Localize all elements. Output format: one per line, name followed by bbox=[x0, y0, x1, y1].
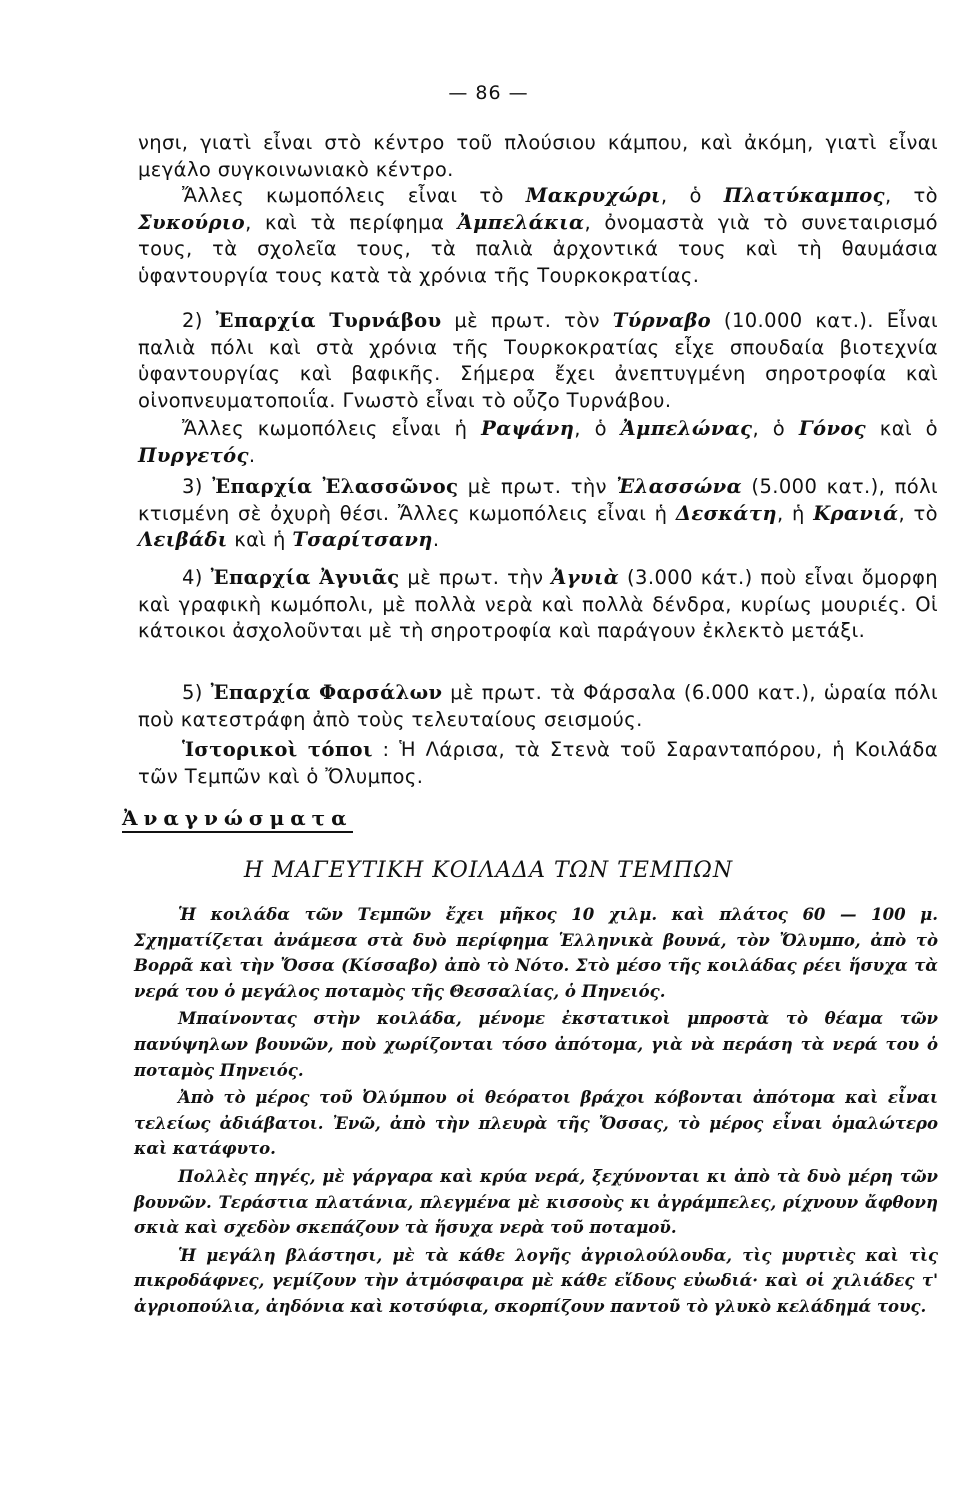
province-agyia-block bbox=[138, 565, 938, 645]
place-name: Ἐλασσώνα bbox=[616, 475, 743, 498]
text-run: καὶ ἡ bbox=[227, 528, 293, 552]
province-heading: Ἐπαρχία Ἀγυιᾶς bbox=[210, 566, 400, 589]
place-name: Γόνος bbox=[798, 417, 867, 440]
text-run: , ἡ bbox=[776, 501, 814, 525]
text-run: , τὸ bbox=[898, 501, 938, 525]
historical-places-block bbox=[138, 737, 938, 790]
place-name: Ἀμπελώνας bbox=[620, 417, 753, 440]
paragraph-1: νησι, γιατὶ εἶναι στὸ κέντρο τοῦ πλούσιου κάμπου, καὶ ἀκόμη, γιατὶ εἶναι μεγάλο συγκοινωνιακὸ κέντρο. bbox=[138, 131, 938, 181]
reading-paragraph: Ἀπὸ τὸ μέρος τοῦ Ὀλύμπου οἱ θεόρατοι βράχοι κόβονται ἀπότομα καὶ εἶναι τελείως ἀδιάβατοι. Ἐνῶ, ἀπὸ τὴν πλευρὰ τῆς Ὄσσας, τὸ μέρος εἶναι ὁμαλώτερο καὶ κατάφυτο. bbox=[134, 1088, 938, 1159]
text-run: , ὁ bbox=[574, 417, 621, 440]
text-run: 5) bbox=[182, 681, 211, 704]
paragraph-4-block bbox=[138, 416, 938, 469]
province-tyrnavos-block bbox=[138, 308, 938, 414]
text-run: , ὁ bbox=[752, 417, 799, 440]
paragraph-province-tyrnavos bbox=[138, 308, 938, 414]
reading-text bbox=[134, 902, 938, 1322]
text-run: , καὶ τὰ περίφημα bbox=[245, 210, 458, 234]
text-run: : Ἡ Λάρισα, τὰ Στενὰ τοῦ Σαρανταπόρου, ἡ Κοιλάδα τῶν Τεμπῶν καὶ ὁ Ὄλυμπος. bbox=[138, 738, 938, 788]
paragraph-historical-places bbox=[138, 737, 938, 790]
province-heading: Ἐπαρχία Ἐλασσῶνος bbox=[212, 475, 459, 498]
text-run: Ἄλλες κωμοπόλεις εἶναι τὸ bbox=[182, 184, 526, 207]
text-run: . bbox=[248, 443, 256, 467]
historical-places-label: Ἱστορικοὶ τόποι bbox=[182, 738, 373, 761]
paragraph-2-block bbox=[138, 183, 938, 289]
province-elassona-block bbox=[138, 474, 938, 554]
reading-paragraph: Πολλὲς πηγές, μὲ γάργαρα καὶ κρύα νερά, ξεχύνονται κι ἀπὸ τὰ δυὸ μέρη τῶν βουνῶν. Τεράστια πλατάνια, πλεγμένα μὲ κισσοὺς κι ἀγράμπελες, ρίχνουν ἄφθονη σκιὰ καὶ σχεδὸν σκεπάζουν τὰ ἥσυχα νερὰ τοῦ ποταμοῦ. bbox=[134, 1166, 938, 1238]
text-run: (10.000 κατ.). Εἶναι παλιὰ πόλι καὶ στὰ χρόνια τῆς Τουρκοκρατίας εἶχε σπουδαία βιοτεχνία ὑφαντουργίας καὶ βαφικῆς. Σήμερα ἔχει ἀνεπτυγμένη σηροτροφία καὶ οἰνοπνευματοποιΐα. Γνωστὸ εἶναι τὸ οὖζο Τυρνάβου. bbox=[138, 309, 938, 412]
text-run: μὲ πρωτ. τὴν bbox=[399, 566, 552, 589]
readings-heading: Ἀναγνώσματα bbox=[122, 806, 353, 833]
text-run: , τὸ bbox=[884, 184, 938, 207]
text-run: καὶ ὁ bbox=[866, 417, 938, 440]
place-name: Κρανιά bbox=[813, 501, 899, 525]
place-name: Πλατύκαμπος bbox=[723, 184, 885, 207]
text-run: μὲ πρωτ. τὰ Φάρσαλα (6.000 κατ.), ὡραία πόλι ποὺ κατεστράφη ἀπὸ τοὺς τελευταίους σεισμούς. bbox=[138, 681, 938, 731]
place-name: Ραψάνη bbox=[481, 417, 575, 440]
paragraph-province-elassona bbox=[138, 474, 938, 554]
text-run: μὲ πρωτ. τὴν bbox=[458, 475, 617, 498]
text-run: (3.000 κάτ.) ποὺ εἶναι ὄμορφη καὶ γραφικὴ κωμόπολι, μὲ πολλὰ νερὰ καὶ πολλὰ δένδρα, κυρίως μουριές. Οἱ κάτοικοι ἀσχολοῦνται μὲ τὴ σηροτροφία καὶ παράγουν ἐκλεκτὸ μετάξι. bbox=[138, 566, 939, 643]
reading-paragraph: Ἡ μεγάλη βλάστησι, μὲ τὰ κάθε λογῆς ἀγριολούλουδα, τὶς μυρτιὲς καὶ τὶς πικροδάφνες, γεμίζουν τὴν ἀτμόσφαιρα μὲ κάθε εἴδους εὐωδιά· καὶ οἱ χιλιάδες τ' ἀγριοπούλια, ἀηδόνια καὶ κοτσύφια, σκορπίζουν παντοῦ τὸ γλυκὸ κελάδημά τους. bbox=[134, 1245, 938, 1316]
text-run: 2) bbox=[182, 309, 216, 332]
province-heading: Ἐπαρχία Τυρνάβου bbox=[215, 309, 442, 332]
page-number: — 86 — bbox=[448, 82, 529, 104]
paragraph-province-farsala bbox=[138, 680, 938, 733]
place-name: Τσαρίτσανη bbox=[292, 528, 433, 552]
text-run: , ὀνομαστὰ γιὰ τὸ συνεταιρισμό τους, τὰ σχολεῖα τους, τὰ παλιὰ ἀρχοντικά τους καὶ τὴ θαυμάσια ὑφαντουργία τους κατὰ τὰ χρόνια τῆς Τουρκοκρατίας. bbox=[138, 210, 938, 287]
place-name: Συκούριο bbox=[138, 210, 246, 234]
place-name: Ἀμπελάκια bbox=[457, 210, 585, 234]
place-name: Δεσκάτη bbox=[675, 501, 777, 525]
text-run: Ἄλλες κωμοπόλεις εἶναι ἡ bbox=[182, 417, 482, 440]
text-run: , ὁ bbox=[660, 184, 724, 207]
text-run: 4) bbox=[182, 566, 211, 589]
paragraph-2 bbox=[138, 183, 938, 289]
paragraph-4 bbox=[138, 416, 938, 469]
province-farsala-block bbox=[138, 680, 938, 733]
reading-paragraph: Ἡ κοιλάδα τῶν Τεμπῶν ἔχει μῆκος 10 χιλμ. καὶ πλάτος 60 — 100 μ. Σχηματίζεται ἀνάμεσα στὰ δυὸ περίφημα Ἑλληνικὰ βουνά, τὸν Ὄλυμπο, ἀπὸ τὸ Βορρᾶ καὶ τὴν Ὄσσα (Κίσσαβο) ἀπὸ τὸ Νότο. Στὸ μέσο τῆς κοιλάδας ρέει ἥσυχα τὰ νερά του ὁ μεγάλος ποταμὸς τῆς Θεσσαλίας, ὁ Πηνειός. bbox=[134, 905, 938, 1001]
reading-title: Η ΜΑΓΕΥΤΙΚΗ ΚΟΙΛΑΔΑ ΤΩΝ ΤΕΜΠΩΝ bbox=[243, 858, 734, 883]
reading-paragraph: Μπαίνοντας στὴν κοιλάδα, μένομε ἐκστατικοὶ μπροστὰ τὸ θέαμα τῶν πανύψηλων βουνῶν, ποὺ χωρίζονται τόσο ἀπότομα, γιὰ νὰ περάση τὰ νερά του ὁ ποταμὸς Πηνειός. bbox=[134, 1009, 938, 1080]
place-name: Μακρυχώρι bbox=[525, 184, 661, 207]
text-run: . bbox=[432, 528, 440, 552]
paragraph-province-agyia bbox=[138, 565, 938, 645]
text-run: 3) bbox=[182, 475, 213, 498]
place-name: Πυργετός bbox=[138, 443, 249, 467]
place-name: Λειβάδι bbox=[138, 528, 228, 552]
text-run: (5.000 κατ.), πόλι κτισμένη σὲ ὀχυρὴ θέσι. Ἄλλες κωμοπόλεις εἶναι ἡ bbox=[138, 475, 939, 525]
continuation-paragraph-block bbox=[138, 130, 938, 183]
place-name: Τύρναβο bbox=[612, 309, 712, 332]
province-heading: Ἐπαρχία Φαρσάλων bbox=[210, 681, 443, 704]
text-run: μὲ πρωτ. τὸν bbox=[441, 309, 613, 332]
place-name: Ἀγυιὰ bbox=[551, 566, 620, 589]
